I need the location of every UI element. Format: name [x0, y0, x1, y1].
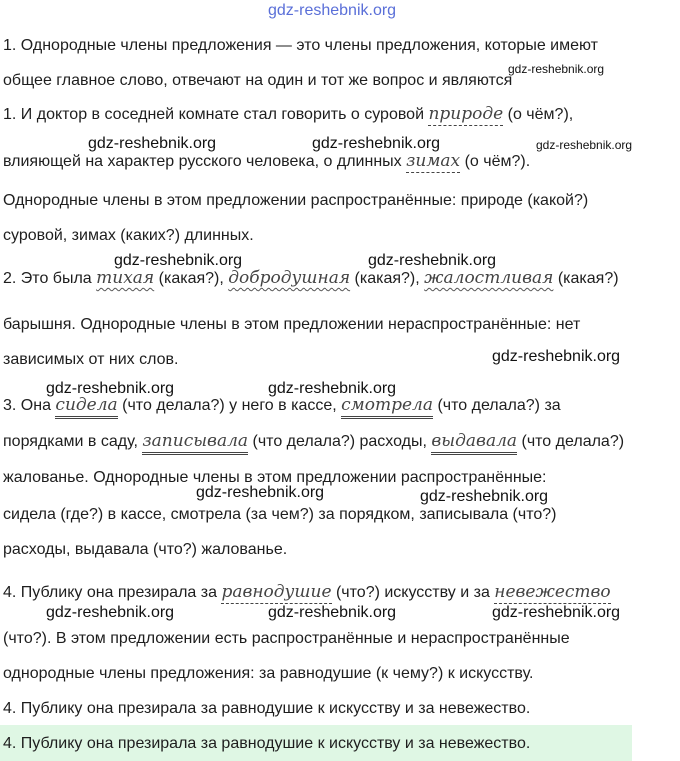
handwritten-word: выдавала	[431, 431, 517, 455]
watermark: gdz-reshebnik.org	[46, 380, 175, 397]
handwritten-word: природе	[428, 104, 504, 124]
example3-text: порядками в саду,	[3, 433, 143, 450]
example4-line-4: 4. Публику она презирала за равнодушие к искусству и за невежество.	[3, 700, 531, 717]
intro-line-1: 1. Однородные члены предложения — это члены предложения, которые имеют	[3, 37, 598, 54]
example2-line-1	[3, 268, 619, 289]
example2-question: (какая?),	[154, 270, 229, 287]
watermark: gdz-reshebnik.org	[312, 135, 441, 152]
example2-question: (какая?),	[350, 270, 425, 287]
example4-question: (что?) искусству и за	[331, 584, 495, 601]
watermark: gdz-reshebnik.org	[492, 348, 621, 365]
intro-line-2: общее главное слово, отвечают на один и тот же вопрос и являются	[3, 72, 513, 89]
example3-question: (что делала?) расходы,	[248, 433, 432, 450]
answer-text: 4. Публику она презирала за равнодушие к искусству и за невежество.	[3, 735, 531, 752]
example3-line-3: жалованье. Однородные члены в этом предложении распространённые:	[3, 469, 547, 486]
watermark: gdz-reshebnik.org	[508, 62, 605, 76]
example3-line-2	[3, 431, 624, 452]
example1-line-1	[3, 104, 573, 125]
example3-question: (что делала?)	[517, 433, 625, 450]
handwritten-word: добродушная	[228, 268, 351, 288]
watermark: gdz-reshebnik.org	[492, 604, 621, 621]
watermark: gdz-reshebnik.org	[420, 488, 549, 505]
example1-line-2	[3, 151, 530, 172]
example1-text: влияющей на характер русского человека, о длинных	[3, 153, 407, 170]
example3-line-5: расходы, выдавала (что?) жалованье.	[3, 541, 288, 558]
example4-line-1	[3, 582, 611, 603]
watermark: gdz-reshebnik.org	[46, 604, 175, 621]
watermark: gdz-reshebnik.org	[368, 252, 497, 269]
example1-line-3: Однородные члены в этом предложении распространённые: природе (какой?)	[3, 192, 589, 209]
handwritten-word: смотрела	[341, 395, 433, 419]
handwritten-word: тихая	[96, 268, 155, 288]
example1-question: (о чём?),	[503, 106, 574, 123]
example1-question: (о чём?).	[460, 153, 531, 170]
example2-line-2: барышня. Однородные члены в этом предложении нераспространённые: нет	[3, 316, 581, 333]
watermark: gdz-reshebnik.org	[268, 604, 397, 621]
handwritten-word: записывала	[142, 431, 248, 455]
example2-text: 2. Это была	[3, 270, 97, 287]
example3-question: (что делала?) за	[433, 397, 561, 414]
example3-question: (что делала?) у него в кассе,	[117, 397, 342, 414]
example2-line-3: зависимых от них слов.	[3, 351, 179, 368]
example1-line-4: суровой, зимах (каких?) длинных.	[3, 227, 254, 244]
example1-text: 1. И доктор в соседней комнате стал говорить о суровой	[3, 106, 429, 123]
example3-line-1	[3, 395, 561, 416]
handwritten-word: невежество	[494, 582, 611, 602]
example2-question: (какая?)	[553, 270, 619, 287]
example4-text: 4. Публику она презирала за	[3, 584, 222, 601]
watermark: gdz-reshebnik.org	[536, 138, 633, 152]
example3-text: 3. Она	[3, 397, 56, 414]
watermark: gdz-reshebnik.org	[196, 484, 325, 501]
watermark: gdz-reshebnik.org	[114, 252, 243, 269]
handwritten-word: сидела	[55, 395, 117, 419]
watermark: gdz-reshebnik.org	[268, 380, 397, 397]
handwritten-word: равнодушие	[221, 582, 332, 602]
watermark-top: gdz-reshebnik.org	[268, 2, 397, 19]
example3-line-4: сидела (где?) в кассе, смотрела (за чем?) за порядком, записывала (что?)	[3, 506, 557, 523]
handwritten-word: зимах	[406, 151, 461, 171]
example4-line-2: (что?). В этом предложении есть распространённые и нераспространённые	[3, 630, 570, 647]
handwritten-word: жалостливая	[424, 268, 554, 288]
example4-line-3: однородные члены предложения: за равнодушие (к чему?) к искусству.	[3, 665, 534, 682]
watermark: gdz-reshebnik.org	[88, 135, 217, 152]
